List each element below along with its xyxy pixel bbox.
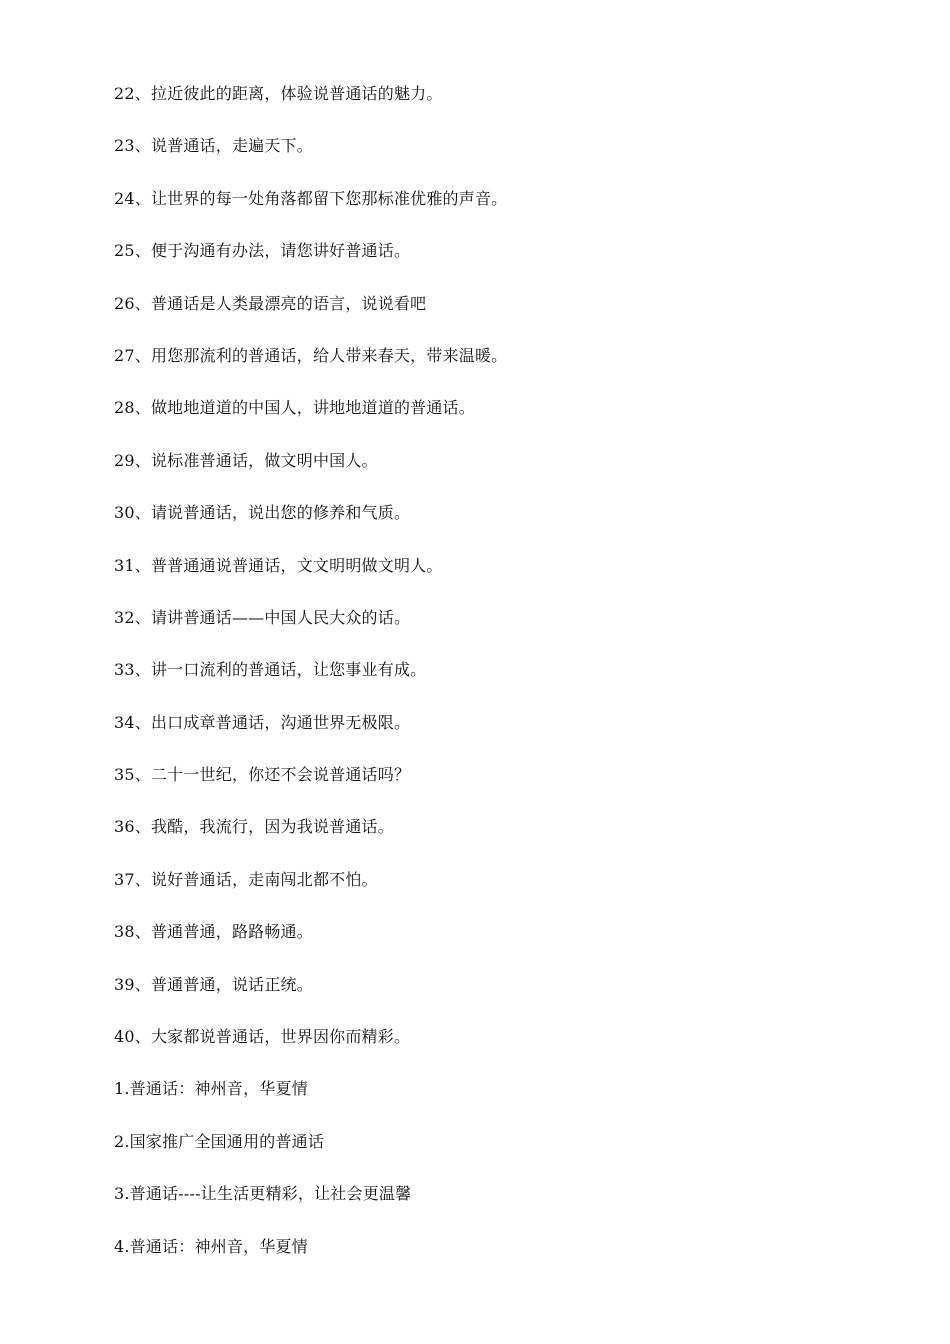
list-item: 24、让世界的每一处角落都留下您那标准优雅的声音。 [114, 188, 508, 208]
list-item: 3.普通话----让生活更精彩，让社会更温馨 [114, 1184, 412, 1204]
list-item: 38、普通普通，路路畅通。 [114, 922, 313, 942]
list-item: 4.普通话：神州音，华夏情 [114, 1236, 308, 1256]
list-item: 30、请说普通话，说出您的修养和气质。 [114, 503, 411, 523]
list-item: 40、大家都说普通话，世界因你而精彩。 [114, 1027, 411, 1047]
list-item: 34、出口成章普通话，沟通世界无极限。 [114, 712, 411, 732]
slogan-list [114, 80, 894, 1285]
list-item: 23、说普通话，走遍天下。 [114, 136, 313, 156]
list-item: 1.普通话：神州音，华夏情 [114, 1079, 308, 1099]
list-item: 25、便于沟通有办法，请您讲好普通话。 [114, 241, 411, 261]
list-item: 31、普普通通说普通话，文文明明做文明人。 [114, 555, 443, 575]
list-item: 32、请讲普通话——中国人民大众的话。 [114, 607, 411, 627]
list-item: 26、普通话是人类最漂亮的语言，说说看吧 [114, 293, 427, 313]
list-item: 27、用您那流利的普通话，给人带来春天，带来温暖。 [114, 345, 508, 365]
list-item: 33、讲一口流利的普通话，让您事业有成。 [114, 660, 427, 680]
list-item: 22、拉近彼此的距离，体验说普通话的魅力。 [114, 84, 443, 103]
list-item: 37、说好普通话，走南闯北都不怕。 [114, 869, 378, 889]
list-item: 2.国家推广全国通用的普通话 [114, 1131, 325, 1151]
list-item: 29、说标准普通话，做文明中国人。 [114, 450, 378, 470]
list-item: 39、普通普通，说话正统。 [114, 974, 313, 994]
list-item: 36、我酷，我流行，因为我说普通话。 [114, 817, 394, 837]
list-item: 35、二十一世纪，你还不会说普通话吗？ [114, 765, 411, 785]
list-item: 28、做地地道道的中国人，讲地地道道的普通话。 [114, 398, 475, 418]
